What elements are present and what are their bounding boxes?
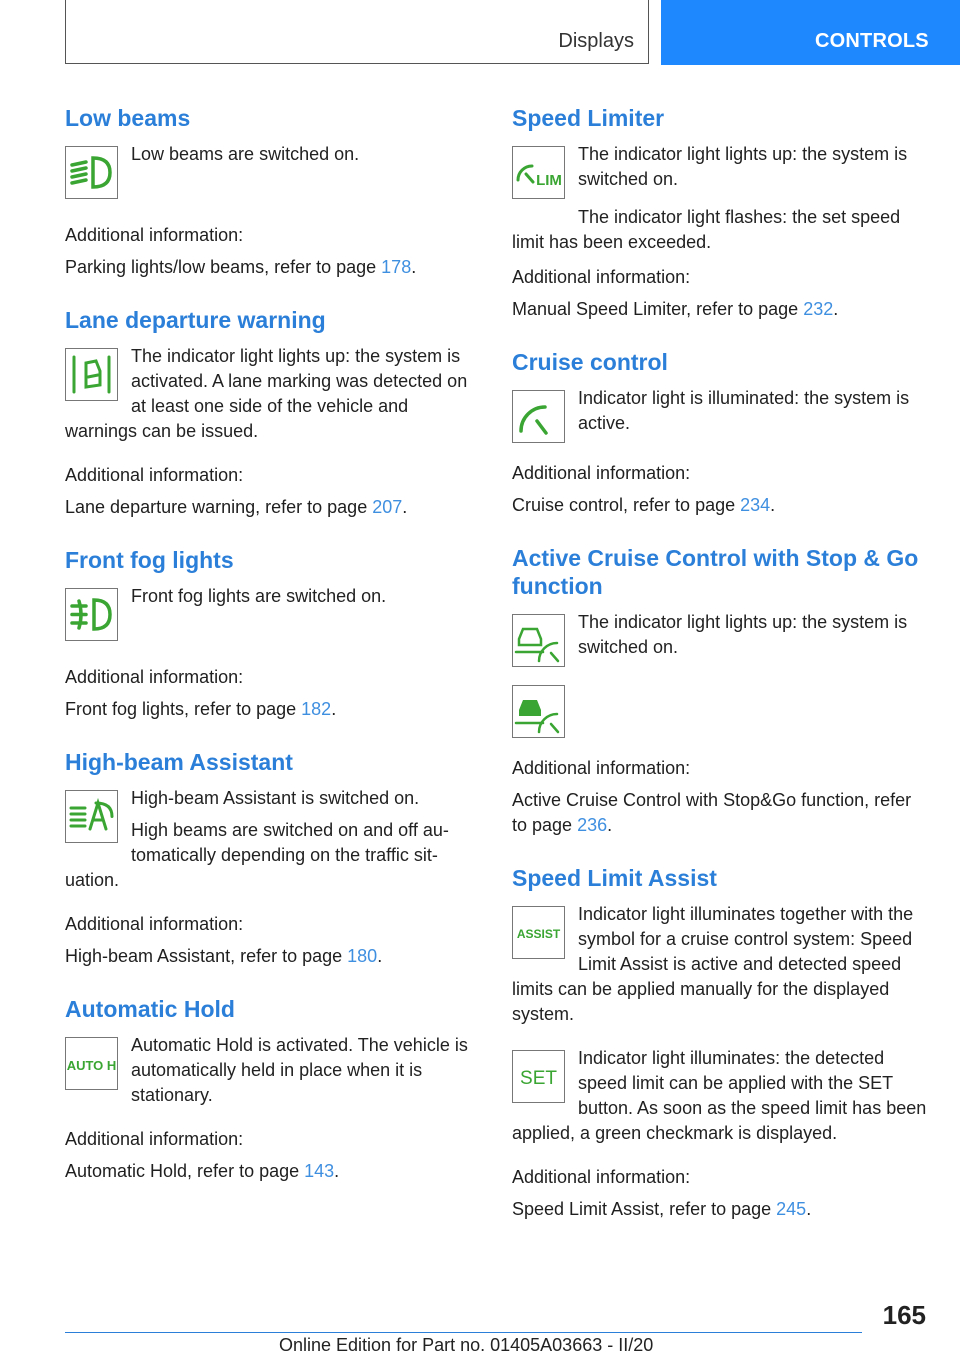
additional-info-label: Additional information:: [512, 1167, 691, 1187]
auto-hold-icon: [65, 1037, 118, 1090]
edition-note: Online Edition for Part no. 01405A03663 - II/20: [279, 1335, 654, 1355]
section-lane-departure: [65, 306, 483, 520]
header-chapter-tab: CONTROLS: [661, 0, 960, 65]
section-low-beams: [65, 104, 483, 280]
page-reference: High-beam Assistant, refer to page 180.: [65, 946, 383, 966]
additional-info-label: Additional information:: [65, 667, 244, 687]
section-title: Cruise control: [512, 349, 668, 375]
page-link[interactable]: 245: [776, 1199, 807, 1219]
high-beam-assistant-icon: [65, 790, 118, 843]
page-reference: Parking lights/low beams, refer to page 178.: [65, 257, 417, 277]
section-title: Low beams: [65, 105, 191, 131]
section-title: Speed Limiter: [512, 105, 665, 131]
active-cruise-outline-icon: [512, 614, 565, 667]
section-speed-limit-assist: [512, 864, 930, 1222]
section-active-cruise-control: [512, 544, 930, 838]
active-cruise-filled-icon: [512, 685, 565, 738]
section-title: Speed Limit Assist: [512, 865, 717, 891]
indicator-description: Indicator light illuminates: the detected speed limit can be applied with the SET button. As soon as the speed limit has been applied, a green checkmark is displayed.: [512, 1048, 927, 1143]
section-front-fog-lights: [65, 546, 483, 722]
additional-info-label: Additional information:: [512, 267, 691, 287]
indicator-description: The indicator light lights up: the system is switched on.: [578, 144, 908, 189]
footer-divider: [65, 1332, 862, 1333]
section-title: High-beam Assistant: [65, 749, 293, 775]
page-link[interactable]: 232: [803, 299, 834, 319]
section-title: Lane departure warning: [65, 307, 326, 333]
additional-info-label: Additional information:: [65, 465, 244, 485]
section-automatic-hold: [65, 995, 483, 1184]
front-fog-lights-icon: [65, 588, 118, 641]
indicator-description: The indicator light lights up: the system is activated. A lane marking was detected on at least one side of the vehicle and warnings can be issued.: [65, 346, 468, 441]
page-link[interactable]: 180: [347, 946, 378, 966]
section-title: Active Cruise Control with Stop & Go function: [512, 545, 919, 599]
indicator-description: Indicator light is illuminated: the system is active.: [578, 388, 910, 433]
section-title: Automatic Hold: [65, 996, 235, 1022]
page-reference: Active Cruise Control with Stop&Go function, refer to page 236.: [512, 790, 912, 835]
indicator-description: Indicator light illuminates together with the symbol for a cruise control system: Speed Limit Assist is active and detected speed limits can be applied manually for the displayed system.: [512, 904, 914, 1024]
indicator-description: Front fog lights are switched on.: [131, 586, 387, 606]
page-link[interactable]: 182: [301, 699, 332, 719]
assist-icon: [512, 906, 565, 959]
page-reference: Cruise control, refer to page 234.: [512, 495, 776, 515]
section-cruise-control: [512, 348, 930, 518]
page-header: [0, 0, 960, 66]
page-link[interactable]: 236: [577, 815, 608, 835]
page-link[interactable]: 143: [304, 1161, 335, 1181]
svg-text:SET: SET: [520, 1068, 557, 1089]
additional-info-label: Additional information:: [512, 758, 691, 778]
indicator-description: High beams are switched on and off automatically depending on the traffic situation.: [65, 820, 449, 890]
low-beams-icon: [65, 146, 118, 199]
additional-info-label: Additional information:: [65, 1129, 244, 1149]
page-reference: Manual Speed Limiter, refer to page 232.: [512, 299, 839, 319]
indicator-description: The indicator light lights up: the system is switched on.: [578, 612, 908, 657]
set-icon: [512, 1050, 565, 1103]
page-link[interactable]: 207: [372, 497, 403, 517]
section-speed-limiter: [512, 104, 930, 322]
left-column: [65, 104, 483, 1210]
speed-limiter-icon: [512, 146, 565, 199]
page-reference: Front fog lights, refer to page 182.: [65, 699, 337, 719]
lane-departure-icon: [65, 348, 118, 401]
section-title: Front fog lights: [65, 547, 234, 573]
page-link[interactable]: 234: [740, 495, 771, 515]
page-reference: Speed Limit Assist, refer to page 245.: [512, 1199, 812, 1219]
additional-info-label: Additional information:: [512, 463, 691, 483]
header-section-box: [65, 0, 649, 64]
page-link[interactable]: 178: [381, 257, 412, 277]
additional-info-label: Additional information:: [65, 914, 244, 934]
right-column: [512, 104, 930, 1248]
svg-text:LIM: LIM: [536, 172, 562, 189]
indicator-description: The indicator light flashes: the set speed limit has been exceeded.: [512, 207, 901, 252]
page-number: 165: [882, 1300, 926, 1330]
cruise-control-icon: [512, 390, 565, 443]
page-reference: Automatic Hold, refer to page 143.: [65, 1161, 340, 1181]
section-high-beam-assistant: [65, 748, 483, 969]
svg-text:AUTO H: AUTO H: [66, 1058, 117, 1073]
page-reference: Lane departure warning, refer to page 207.: [65, 497, 408, 517]
indicator-description: High-beam Assistant is switched on.: [131, 788, 420, 808]
svg-text:ASSIST: ASSIST: [516, 927, 561, 941]
indicator-description: Low beams are switched on.: [131, 144, 360, 164]
header-section-title: Displays: [558, 30, 634, 52]
indicator-description: Automatic Hold is activated. The vehicle is automatically held in place when it is stationary.: [131, 1035, 468, 1105]
additional-info-label: Additional information:: [65, 225, 244, 245]
